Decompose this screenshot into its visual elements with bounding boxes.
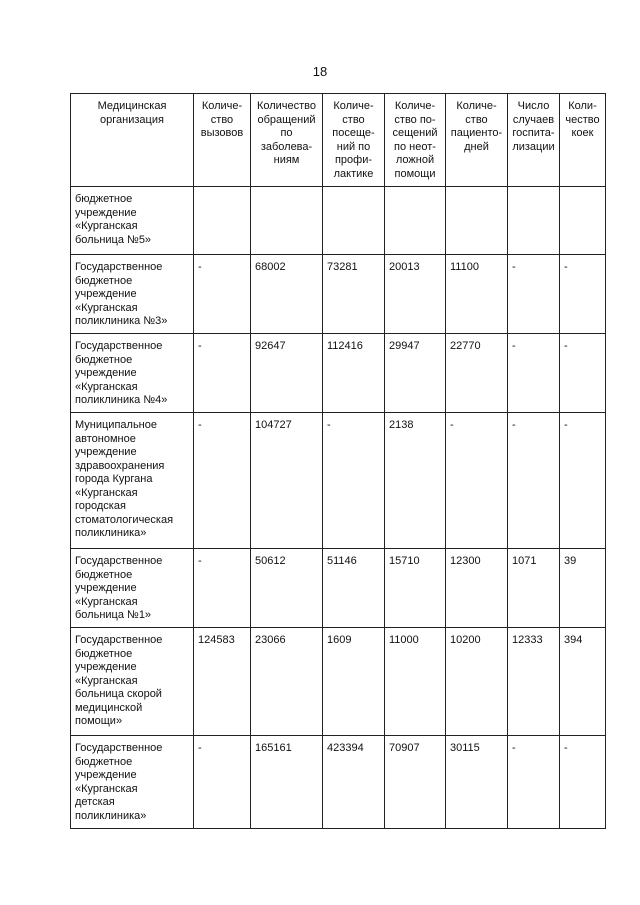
emergency-visits-cell: 15710 <box>385 549 446 628</box>
table-row <box>71 736 606 829</box>
prevention-visits-cell <box>323 187 385 255</box>
hospitalizations-cell: - <box>508 334 560 413</box>
table-row <box>71 187 606 255</box>
patient-days-cell <box>446 187 508 255</box>
organization-cell: Государственное бюджетное учреждение «Курганская больница скорой медицинской помощи» <box>71 628 194 736</box>
prevention-visits-cell: 112416 <box>323 334 385 413</box>
organization-cell: Государственное бюджетное учреждение «Курганская поликлиника №3» <box>71 255 194 334</box>
disease-visits-cell: 50612 <box>251 549 323 628</box>
disease-visits-cell: 23066 <box>251 628 323 736</box>
table-row <box>71 549 606 628</box>
beds-cell: - <box>560 413 606 549</box>
header-calls: Количе- ство вызовов <box>194 94 251 187</box>
patient-days-cell: - <box>446 413 508 549</box>
page-number: 18 <box>312 64 328 79</box>
beds-cell: 39 <box>560 549 606 628</box>
calls-cell: - <box>194 334 251 413</box>
calls-cell: 124583 <box>194 628 251 736</box>
beds-cell: - <box>560 255 606 334</box>
beds-cell: - <box>560 736 606 829</box>
calls-cell: - <box>194 413 251 549</box>
table-row <box>71 413 606 549</box>
organization-cell: Государственное бюджетное учреждение «Курганская детская поликлиника» <box>71 736 194 829</box>
disease-visits-cell: 104727 <box>251 413 323 549</box>
hospitalizations-cell: 1071 <box>508 549 560 628</box>
table-row <box>71 334 606 413</box>
header-emergency-visits: Количе- ство по- сещений по неот- ложной помощи <box>385 94 446 187</box>
prevention-visits-cell: 1609 <box>323 628 385 736</box>
emergency-visits-cell: 11000 <box>385 628 446 736</box>
header-patient-days: Количе- ство пациенто- дней <box>446 94 508 187</box>
patient-days-cell: 22770 <box>446 334 508 413</box>
beds-cell: - <box>560 334 606 413</box>
organization-cell: Муниципальное автономное учреждение здравоохранения города Кургана «Курганская городская стоматологическая поликлиника» <box>71 413 194 549</box>
header-organization: Медицинская организация <box>71 94 194 187</box>
hospitalizations-cell: - <box>508 255 560 334</box>
disease-visits-cell <box>251 187 323 255</box>
calls-cell: - <box>194 736 251 829</box>
hospitalizations-cell <box>508 187 560 255</box>
prevention-visits-cell: 51146 <box>323 549 385 628</box>
calls-cell: - <box>194 255 251 334</box>
patient-days-cell: 12300 <box>446 549 508 628</box>
table-header-row <box>71 94 606 187</box>
patient-days-cell: 11100 <box>446 255 508 334</box>
header-beds: Коли- чество коек <box>560 94 606 187</box>
patient-days-cell: 10200 <box>446 628 508 736</box>
prevention-visits-cell: 423394 <box>323 736 385 829</box>
patient-days-cell: 30115 <box>446 736 508 829</box>
table-row <box>71 628 606 736</box>
header-disease-visits: Количество обращений по заболева- ниям <box>251 94 323 187</box>
emergency-visits-cell: 2138 <box>385 413 446 549</box>
emergency-visits-cell: 70907 <box>385 736 446 829</box>
header-prevention-visits: Количе- ство посеще- ний по профи- лактике <box>323 94 385 187</box>
calls-cell <box>194 187 251 255</box>
prevention-visits-cell: - <box>323 413 385 549</box>
beds-cell: 394 <box>560 628 606 736</box>
disease-visits-cell: 165161 <box>251 736 323 829</box>
hospitalizations-cell: - <box>508 413 560 549</box>
table-row <box>71 255 606 334</box>
beds-cell <box>560 187 606 255</box>
emergency-visits-cell: 20013 <box>385 255 446 334</box>
emergency-visits-cell <box>385 187 446 255</box>
organization-cell: бюджетное учреждение «Курганская больница №5» <box>71 187 194 255</box>
hospitalizations-cell: 12333 <box>508 628 560 736</box>
emergency-visits-cell: 29947 <box>385 334 446 413</box>
disease-visits-cell: 92647 <box>251 334 323 413</box>
disease-visits-cell: 68002 <box>251 255 323 334</box>
prevention-visits-cell: 73281 <box>323 255 385 334</box>
organization-cell: Государственное бюджетное учреждение «Курганская больница №1» <box>71 549 194 628</box>
header-hospitalizations: Число случаев госпита- лизации <box>508 94 560 187</box>
hospitalizations-cell: - <box>508 736 560 829</box>
calls-cell: - <box>194 549 251 628</box>
organization-cell: Государственное бюджетное учреждение «Курганская поликлиника №4» <box>71 334 194 413</box>
statistics-table <box>70 93 606 829</box>
